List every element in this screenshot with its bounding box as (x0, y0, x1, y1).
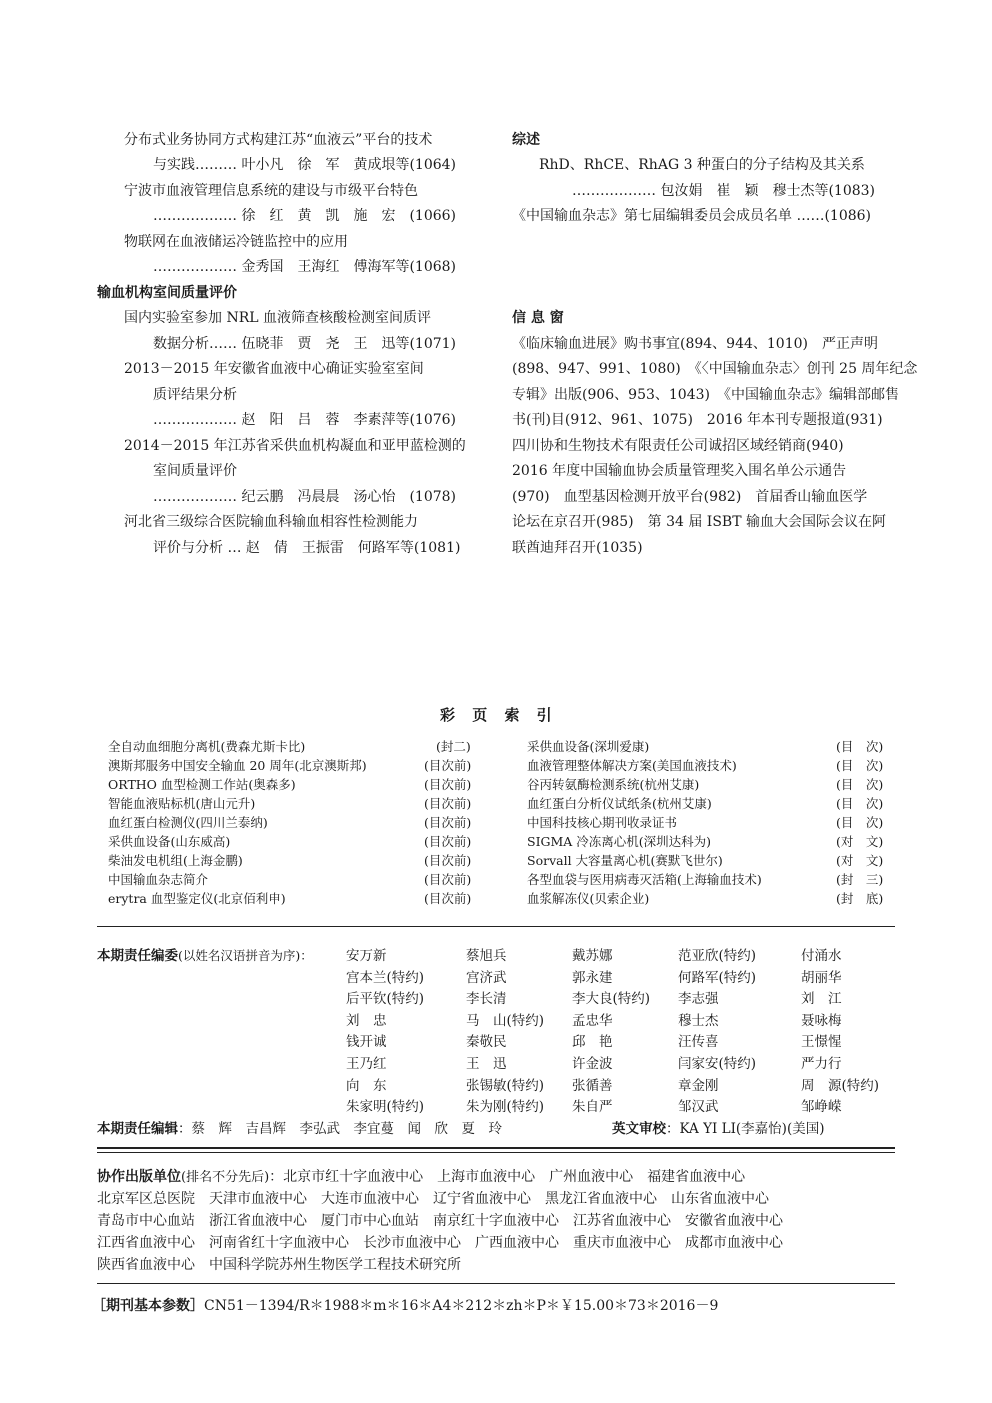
index-item-name: ORTHO 血型检测工作站(奥森多) (108, 777, 296, 792)
info-line: 论坛在京召开(985) 第 34 届 ISBT 输血大会国际会议在阿 (512, 514, 887, 530)
english-review-line (612, 1117, 824, 1141)
toc-line: ……………… 纪云鹏 冯晨晨 汤心怡 (1078) (153, 489, 457, 505)
section-title: 信 息 窗 (512, 310, 564, 326)
english-review-label: 英文审校 (612, 1121, 666, 1137)
editors-line (97, 1117, 502, 1141)
committee-member: 张锡敏(特约) (466, 1077, 545, 1094)
toc-line: 室间质量评价 (153, 463, 237, 479)
section-title: 输血机构室间质量评价 (97, 285, 237, 301)
index-item-name: 血红蛋白检测仪(四川兰泰纳) (108, 815, 268, 830)
committee-member: 邱 艳 (572, 1034, 613, 1051)
info-line: 联酋迪拜召开(1035) (512, 540, 643, 556)
params-label: ［期刊基本参数］ (92, 1298, 204, 1314)
toc-line: 与实践……… 叶小凡 徐 军 黄成垠等(1064) (153, 157, 457, 173)
index-item-page: (对 文) (836, 834, 884, 849)
index-item-name: 澳斯邦服务中国安全输血 20 周年(北京澳斯邦) (108, 758, 367, 773)
committee-member: 孟忠华 (572, 1012, 613, 1029)
divider (97, 1283, 895, 1284)
english-review-names: ：KA YI LI(李嘉怡)(美国) (666, 1121, 825, 1137)
toc-line: 质评结果分析 (153, 387, 237, 403)
divider (97, 1152, 895, 1153)
toc-line: 分布式业务协同方式构建江苏“血液云”平台的技术 (124, 132, 433, 148)
committee-member: 李长清 (466, 991, 507, 1008)
toc-line: 数据分析…… 伍晓菲 贾 尧 王 迅等(1071) (153, 336, 457, 352)
index-item-page: (封 底) (836, 891, 884, 906)
info-line: 2016 年度中国输血协会质量管理奖入围名单公示通告 (512, 463, 847, 479)
committee-member: 周 源(特约) (801, 1077, 880, 1094)
index-item-name: erytra 血型鉴定仪(北京佰利申) (108, 891, 286, 906)
committee-member: 郭永建 (572, 969, 613, 986)
committee-member: 范亚欣(特约) (678, 948, 757, 964)
index-item-name: 中国科技核心期刊收录证书 (527, 815, 678, 830)
info-line: 书(刊)目(912、961、1075) 2016 年本刊专题报道(931) (512, 412, 883, 428)
committee-member: 向 东 (346, 1077, 387, 1094)
committee-member: 邹峥嵘 (801, 1099, 842, 1116)
index-item-name: 谷丙转氨酶检测系统(杭州艾康) (527, 777, 700, 792)
toc-line: ……………… 徐 红 黄 凯 施 宏 (1066) (153, 208, 457, 224)
committee-member: 马 山(特约) (466, 1012, 545, 1029)
committee-member: 李大良(特约) (572, 991, 651, 1008)
committee-member: 后平钦(特约) (346, 991, 425, 1008)
committee-member: 王 迅 (466, 1056, 507, 1072)
toc-line: ……………… 包汝娟 崔 颖 穆士杰等(1083) (572, 183, 876, 199)
toc-line: ……………… 赵 阳 吕 蓉 李素萍等(1076) (153, 412, 457, 428)
committee-member: 钱开诚 (346, 1034, 387, 1051)
info-line: 四川协和生物技术有限责任公司诚招区域经销商(940) (512, 438, 844, 454)
toc-line: 国内实验室参加 NRL 血液筛查核酸检测室间质评 (124, 310, 431, 326)
index-item-page: (目次前) (424, 777, 472, 792)
publishers-text: ：北京市红十字血液中心 上海市血液中心 广州血液中心 福建省血液中心 (269, 1169, 746, 1185)
committee-member: 何路军(特约) (678, 969, 757, 986)
toc-line: 2014－2015 年江苏省采供血机构凝血和亚甲蓝检测的 (124, 438, 466, 454)
index-item-page: (对 文) (836, 853, 884, 868)
toc-line: RhD、RhCE、RhAG 3 种蛋白的分子结构及其关系 (539, 157, 865, 173)
committee-member: 严力行 (801, 1056, 842, 1072)
publishers-text: 陕西省血液中心 中国科学院苏州生物医学工程技术研究所 (97, 1257, 461, 1273)
publishers-text: 北京军区总医院 天津市血液中心 大连市血液中心 辽宁省血液中心 黑龙江省血液中心 山东省血液中心 (97, 1191, 769, 1207)
committee-member: 穆士杰 (678, 1012, 719, 1029)
index-item-page: (目次前) (424, 853, 472, 868)
info-line: (898、947、991、1080) 《〈中国输血杂志〉创刊 25 周年纪念 (512, 361, 918, 377)
committee-member: 邹汉武 (678, 1099, 719, 1116)
section-title: 综述 (512, 132, 540, 148)
index-item-page: (目 次) (836, 739, 884, 754)
committee-member: 朱家明(特约) (346, 1099, 425, 1116)
toc-line: 物联网在血液储运冷链监控中的应用 (124, 234, 348, 250)
committee-member: 胡丽华 (801, 969, 842, 986)
toc-line: ……………… 金秀国 王海红 傅海军等(1068) (153, 259, 457, 275)
index-item-name: 采供血设备(深圳爱康) (527, 739, 650, 754)
divider (97, 1147, 895, 1149)
committee-member: 蔡旭兵 (466, 948, 507, 964)
committee-member: 付涌水 (801, 948, 842, 964)
index-item-page: (目 次) (836, 796, 884, 811)
toc-line: 《中国输血杂志》第七届编辑委员会成员名单 ……(1086) (512, 208, 872, 224)
index-item-page: (封二) (436, 739, 471, 754)
index-item-name: 采供血设备(山东威高) (108, 834, 231, 849)
index-item-page: (目次前) (424, 815, 472, 830)
committee-note: (以姓名汉语拼音为序)： (178, 948, 313, 963)
divider (97, 926, 895, 927)
index-item-page: (目次前) (424, 891, 472, 906)
committee-member: 朱为刚(特约) (466, 1099, 545, 1116)
publishers-label: 协作出版单位 (97, 1169, 181, 1185)
committee-member: 王憬惺 (801, 1034, 842, 1051)
info-line: (970) 血型基因检测开放平台(982) 首届香山输血医学 (512, 489, 868, 505)
journal-params (92, 1295, 718, 1317)
committee-member: 戴苏娜 (572, 948, 613, 964)
editors-names: ：蔡 辉 吉昌辉 李弘武 李宜蔓 闻 欣 夏 玲 (178, 1121, 502, 1137)
committee-member: 刘 忠 (346, 1012, 387, 1029)
committee-member: 闫家安(特约) (678, 1056, 757, 1072)
params-value: CN51－1394/R＊1988＊m＊16＊A4＊212＊zh＊P＊￥15.00＊73＊2016－9 (204, 1298, 719, 1314)
index-item-name: 中国输血杂志简介 (108, 872, 209, 887)
publishers-line (97, 1166, 745, 1188)
index-item-name: Sorvall 大容量离心机(赛默飞世尔) (527, 853, 723, 868)
committee-member: 秦敬民 (466, 1034, 507, 1051)
committee-member: 王乃红 (346, 1056, 387, 1072)
index-item-page: (目次前) (424, 872, 472, 887)
index-item-page: (封 三) (836, 872, 884, 887)
index-item-name: 各型血袋与医用病毒灭活箱(上海输血技术) (527, 872, 762, 887)
color-index-title: 彩 页 索 引 (440, 706, 558, 724)
index-item-name: SIGMA 冷冻离心机(深圳达科为) (527, 834, 712, 849)
committee-member: 安万新 (346, 948, 387, 964)
committee-member: 朱自严 (572, 1099, 613, 1116)
toc-line: 2013－2015 年安徽省血液中心确证实验室室间 (124, 361, 424, 377)
index-item-page: (目次前) (424, 834, 472, 849)
publishers-text: 江西省血液中心 河南省红十字血液中心 长沙市血液中心 广西血液中心 重庆市血液中心 成都市血液中心 (97, 1235, 783, 1251)
index-item-page: (目 次) (836, 815, 884, 830)
index-item-page: (目 次) (836, 758, 884, 773)
committee-member: 宫济武 (466, 969, 507, 986)
committee-label: 本期责任编委 (97, 948, 178, 964)
publishers-note: (排名不分先后) (181, 1170, 270, 1185)
index-item-name: 全自动血细胞分离机(费森尤斯卡比) (108, 739, 306, 754)
toc-line: 宁波市血液管理信息系统的建设与市级平台特色 (124, 183, 418, 199)
committee-member: 刘 江 (801, 991, 842, 1008)
index-item-page: (目次前) (424, 758, 472, 773)
toc-line: 河北省三级综合医院输血科输血相容性检测能力 (124, 514, 418, 530)
index-item-name: 智能血液贴标机(唐山元升) (108, 796, 256, 811)
committee-member: 张循善 (572, 1077, 613, 1094)
index-item-name: 柴油发电机组(上海金鹏) (108, 853, 243, 868)
committee-member: 章金刚 (678, 1077, 719, 1094)
publishers-text: 青岛市中心血站 浙江省血液中心 厦门市中心血站 南京红十字血液中心 江苏省血液中心 安徽省血液中心 (97, 1213, 783, 1229)
info-line: 《临床输血进展》购书事宜(894、944、1010) 严正声明 (512, 336, 878, 352)
committee-member: 宫本兰(特约) (346, 969, 425, 986)
committee-member: 汪传喜 (678, 1034, 719, 1051)
toc-line: 评价与分析 … 赵 倩 王振雷 何路军等(1081) (153, 540, 461, 556)
editors-label: 本期责任编辑 (97, 1121, 178, 1137)
committee-member: 聂咏梅 (801, 1012, 842, 1029)
index-item-page: (目 次) (836, 777, 884, 792)
committee-member: 李志强 (678, 991, 719, 1008)
index-item-name: 血液管理整体解决方案(美国血液技术) (527, 758, 737, 773)
index-item-page: (目次前) (424, 796, 472, 811)
index-item-name: 血红蛋白分析仪试纸条(杭州艾康) (527, 796, 712, 811)
index-item-name: 血浆解冻仪(贝索企业) (527, 891, 650, 906)
info-line: 专辑》出版(906、953、1043) 《中国输血杂志》编辑部邮售 (512, 387, 899, 403)
committee-heading (97, 944, 313, 968)
committee-member: 许金波 (572, 1056, 613, 1072)
